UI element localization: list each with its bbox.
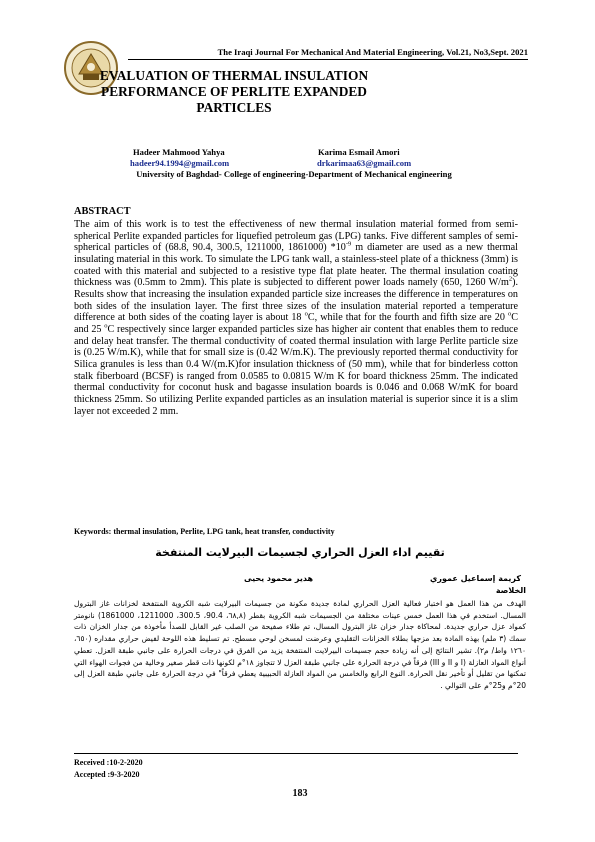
degree-mark: o <box>507 310 512 318</box>
received-date: Received :10-2-2020 <box>74 758 143 767</box>
abstract-text: ). Results show that increasing the insulation expanded particle size increases the difference in temperatures on both sides of the insulation layer. The first three sizes of the insulation material reported a temperature difference at both sides of the coating layer is about 18 <box>74 277 518 324</box>
abstract-text: The aim of this work is to test the effectiveness of new thermal insulation material formed from semi-spherical Perlite expanded particles for liquefied petroleum gas (LPG) tanks. Five different samples of semi-spherical particles of (68.8, 90.4, 300.5, 1211000, 1861000) *10 <box>74 219 518 254</box>
paper-title <box>84 68 384 116</box>
author-email[interactable]: hadeer94.1994@gmail.com <box>130 158 230 168</box>
arabic-title: تقييم اداء العزل الحراري لجسيمات البيرلايت المنتفخة <box>155 546 445 559</box>
abstract-body <box>74 219 518 417</box>
footer-rule <box>74 753 518 754</box>
keywords: Keywords: thermal insulation, Perlite, LPG tank, heat transfer, conductivity <box>74 527 335 536</box>
journal-header: The Iraqi Journal For Mechanical And Material Engineering, Vol.21, No3,Sept. 2021 <box>217 47 528 57</box>
abstract-text: C respectively since larger expanded particles size has higher air content that enables them to reduce and delay heat transfer. The thermal conductivity of coated thermal insulation with large Perlite particle size is (0.25 W/m.K), while that for small size is (0.42 W/m.K). The previously reported thermal conductivity for Silica granules is less than 0.4 W/(m.K)for insulation thickness of (50 mm), while that for binderless cotton stalk fiberboard (BCSF) is ranged from 0.0585 to 0.0815 W/m K for board thickness 25mm. The indicated thermal conductivity for coconut husk and bagasse insulation boards is 0.046 and 0.068 W/mK for board thickness 25mm. So utilizing Perlite expanded particles as an insulation material is superior since it is a slim layer not exceeded 2 mm. <box>74 323 518 417</box>
abstract-heading: ABSTRACT <box>74 206 131 217</box>
abstract-text: C and 25 <box>74 312 518 335</box>
title-line: EVALUATION OF THERMAL INSULATION <box>99 68 369 83</box>
accepted-date: Accepted :9-3-2020 <box>74 770 140 779</box>
author-name: Hadeer Mahmood Yahya <box>133 147 225 157</box>
exponent: -9 <box>345 240 352 248</box>
abstract-text: m diameter are used as a new thermal insulating material in this work. To simulate the LPG tank wall, a stainless-steel plate of a thickness (3mm) is coated with this material and subjected to a resistive type flat plate heater. The thermal insulation coating thickness was (0.5mm to 2mm). This plate is subjected to different power loads namely (650, 1260 W/m <box>74 242 518 289</box>
header-rule <box>128 59 528 60</box>
exponent: 2 <box>508 275 513 283</box>
author-name: Karima Esmail Amori <box>318 147 400 157</box>
degree-mark: o <box>104 322 108 330</box>
arabic-abstract-heading: الخلاصة <box>495 586 526 595</box>
title-line: PARTICLES <box>196 100 272 115</box>
author-email[interactable]: drkarimaa63@gmail.com <box>317 158 412 168</box>
page-number: 183 <box>292 788 308 799</box>
arabic-author: كريمة إسماعيل عموري <box>430 574 522 583</box>
abstract-text: C, while that for the fourth and fifth size are 20 <box>307 312 508 324</box>
affiliation: University of Baghdad- College of engineering-Department of Mechanical engineering <box>136 169 452 179</box>
degree-mark: o <box>304 310 308 318</box>
title-line: PERFORMANCE OF PERLITE EXPANDED <box>101 84 367 99</box>
arabic-author: هدير محمود يحيى <box>244 574 314 583</box>
arabic-abstract-body: الهدف من هذا العمل هو اختبار فعالية العزل الحراري لمادة جديدة مكونة من جسيمات البيرلايت شبه الكروية المنتفخة لخزانات غاز البترول المسال. استخدم في هذا العمل خمس عينات مختلفة من الجسيمات شبه الكروية بقطر (٦٨,٨، 90.4، 300.5، 1211000، 1861000) نانومتر كمواد عزل حراري جديدة. لمحاكاة جدار خزان غاز البترول المسال، تم طلاء صفيحة من الصلب غير القابل للصدأ مأخوذة من جدار الخزان ذات سمك (٣ ملم) بهذه المادة بعد مزجها بطلاء الخزانات التقليدي وعرضت لمسخن لوحي مسطح. تم تسليط هذه اللوحة لفيض حراري مقداره (٦٥٠، ١٢٦٠ واط/ م٢). تشير النتائج إلى أنه زيادة حجم جسيمات البيرلايت المنتفخة يزيد من الفرق في درجات الحرارة على جانبي طبقة العزل. تعطي أنواع المواد العازلة (I و II و III) فرقاً في درجة الحرارة على جانبي طبقة العزل لا تتجاوز ١٨°م لكونها ذات قطر صغير وخالية من فجوات الهواء التي تمكنها من تقليل أو تأخير نقل الحرارة. النوع الرابع والخامس من المواد العازلة الحبيبية يعطي فرقاً" في درجة الحرارة على جانبي طبقة العزل إلى 20°م و25°م على التوالي . <box>74 599 526 690</box>
